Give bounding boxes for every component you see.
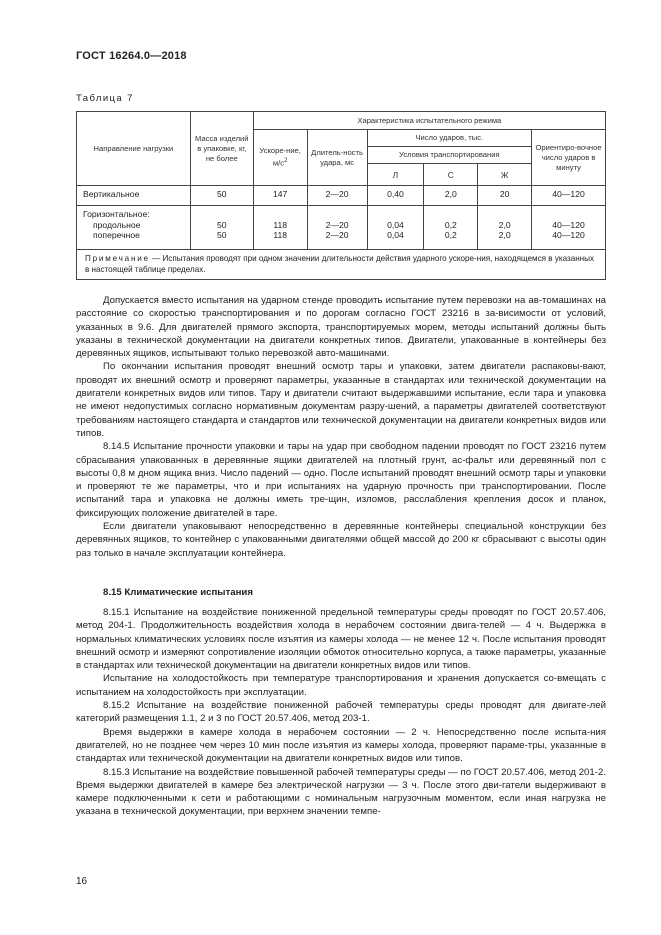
- col-rate-header: Ориентиро-вочное число ударов в минуту: [532, 130, 606, 186]
- cell-zh: 2,0 2,0: [478, 206, 532, 250]
- table-7: [76, 111, 606, 280]
- cell-mass: 50 50: [190, 206, 253, 250]
- cell-mass: 50: [190, 186, 253, 206]
- cell-s: 0,2 0,2: [424, 206, 478, 250]
- row-group-label: Горизонтальное:: [83, 209, 150, 219]
- paragraph: Допускается вместо испытания на ударном стенде проводить испытание путем перевозки на ав-томашинах на расстояние со скоростью транспортирования и по дорогам согласно ГОСТ 23216 в за-висимости от условий, указанных в 9.6. Для двигателей прямого экспорта, транспортируемых морем, методы испытаний должны быть указаны в технической документации на двигатели конкретных типов. Двигатели, упакованные в контейнеры без деревянных ящиков, испытывают только перевозкой авто-машинами.: [76, 295, 606, 360]
- col-mass-header: Масса изделий в упаковке, кг, не более: [190, 112, 253, 186]
- cell-accel: 147: [253, 186, 307, 206]
- paragraph: По окончании испытания проводят внешний осмотр тары и упаковки, затем двигатели распаковы-вают, проводят их внешний осмотр и проверяют параметры, указанные в стандартах или технической документации на двигатели конкретных видов или типов. Тару и двигатели считают выдержавшими испытание, если тара и упаковка не имеют недопустимых согласно нормативным документам разру-шений, а параметры двигателей соответствуют требованиям настоящего стандарта и стандартов или технической документации на двигатели конкретных видов или типов.: [76, 361, 606, 439]
- row-label-longitudinal: продольное: [93, 219, 141, 230]
- table-caption: Таблица 7: [76, 93, 134, 104]
- paragraph: Время выдержки в камере холода в нерабочем состоянии — 2 ч. Непосредственно после испыта-ния двигателей, но не позднее чем через 10 мин после изъятия из камеры холода, проверяют параме-тры, указанные в стандартах или технической документации на двигатели конкретных видов или типов.: [76, 726, 606, 765]
- col-count-header: Число ударов, тыс.: [367, 130, 532, 147]
- col-s-header: С: [424, 164, 478, 186]
- cell-zh: 20: [478, 186, 532, 206]
- col-accel-header: Ускоре-ние, $м/с^2$: [253, 130, 307, 186]
- document-header: ГОСТ 16264.0—2018: [76, 50, 187, 62]
- section-heading-block: [76, 586, 606, 599]
- cell-duration: 2—20 2—20: [307, 206, 367, 250]
- section-title: 8.15 Климатические испытания: [103, 587, 253, 598]
- table-row: [77, 186, 606, 206]
- col-zh-header: Ж: [478, 164, 532, 186]
- group-header: Характеристика испытательного режима: [253, 112, 605, 130]
- body-text-block-2: [76, 606, 606, 819]
- paragraph: 8.15.2 Испытание на воздействие пониженной рабочей температуры среды проводят для двигате-лей категорий размещения 1.1, 2 и 3 по ГОСТ 20.57.406, метод 203-1.: [76, 700, 606, 725]
- cell-s: 2,0: [424, 186, 478, 206]
- table-note: [77, 250, 606, 280]
- paragraph: 8.15.3 Испытание на воздействие повышенной рабочей температуры среды — по ГОСТ 20.57.406, метод 201-2. Время выдержки двигателей в камере без электрической нагрузки — 3 ч. После этого дви-гатели выдерживают в камере подключенными к сети и работающими с номинальным нагрузочным моментом, если иная нагрузка не указана в технической документации, при верхнем значении темпе-: [76, 766, 606, 818]
- col-duration-header: Длитель-ность удара, мс: [307, 130, 367, 186]
- paragraph: 8.14.5 Испытание прочности упаковки и тары на удар при свободном падении проводят по ГОСТ 23216 путем сбрасывания упакованных в деревянные ящики двигателей на плотный грунт, ас-фальт или деревянный пол с высоты 0,8 м дном ящика вниз. Число падений — одно. После испытаний проводят внешний осмотр тары и упаковки и проверяют те же параметры, что и при испытаниях на ударную прочность при транспортировании. После испытаний тара и упаковка не должны иметь тре-щин, изломов, расслабления крепления досок и планок, фиксирующих положение двигателей в таре.: [76, 441, 606, 519]
- table-row: [77, 206, 606, 250]
- cell-accel: 118 118: [253, 206, 307, 250]
- paragraph: 8.15.1 Испытание на воздействие пониженной предельной температуры среды проводят по ГОСТ 20.57.406, метод 204-1. Продолжительность воздействия холода в нерабочем состоянии двига-телей — 4 ч. Выдержка в нормальных климатических условиях после изъятия из камеры холода — не менее 12 ч. После испытания проводят внешний осмотр и измеряют сопротивление изоляции обмоток относительно корпуса, а также параметры, указанные в стандартах или технической документации на двигатели конкретных видов или типов.: [76, 607, 606, 672]
- note-text: — Испытания проводят при одном значении длительности действия ударного ускоре-ния, находящемся в указанных в настоящей таблице пределах.: [85, 254, 595, 274]
- cell-l: 0,04 0,04: [367, 206, 424, 250]
- body-text-block-1: [76, 294, 606, 560]
- cell-duration: 2—20: [307, 186, 367, 206]
- cell-l: 0,40: [367, 186, 424, 206]
- table-note-row: [77, 250, 606, 280]
- col-conditions-header: Условия транспортирования: [367, 147, 532, 164]
- cell-rate: 40—120 40—120: [532, 206, 606, 250]
- page-number: 16: [76, 876, 88, 887]
- paragraph: Если двигатели упаковывают непосредственно в деревянные контейнеры специальной конструкции без деревянных ящиков, то контейнер с упакованными двигателями общей массой до 200 кг сбрасывают с высоты один раз только в начале эксплуатации контейнера.: [76, 521, 606, 559]
- row-label-transverse: поперечное: [93, 230, 140, 240]
- cell-direction: [77, 206, 191, 250]
- col-direction-header: Направление нагрузки: [77, 112, 191, 186]
- cell-rate: 40—120: [532, 186, 606, 206]
- note-label: Примечание: [85, 254, 150, 263]
- col-l-header: Л: [367, 164, 424, 186]
- cell-direction: Вертикальное: [77, 186, 191, 206]
- paragraph: Испытание на холодостойкость при температуре транспортирования и хранения допускается со-вмещать с испытанием на холодостойкость при эксплуатации.: [76, 673, 606, 698]
